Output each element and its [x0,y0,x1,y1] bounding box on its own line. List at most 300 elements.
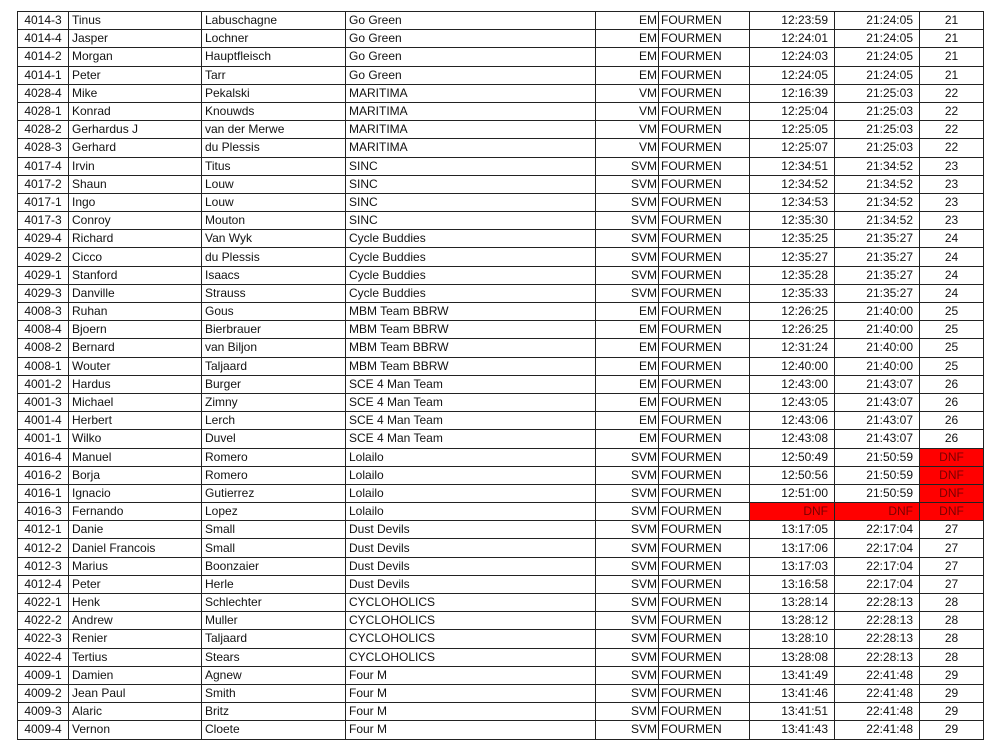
cell-rider-number: 4001-4 [18,412,69,430]
cell-surname: Small [202,521,346,539]
cell-surname: Strauss [202,284,346,302]
cell-first-name: Morgan [69,48,202,66]
cell-team-name: MARITIMA [346,121,596,139]
cell-position: 21 [920,66,984,84]
cell-stage-time: 12:35:27 [750,248,835,266]
cell-rider-number: 4009-2 [18,684,69,702]
cell-division: FOURMEN [659,648,750,666]
cell-position: 27 [920,575,984,593]
cell-total-time: 22:41:48 [835,703,920,721]
cell-team-name: MARITIMA [346,139,596,157]
cell-surname: Tarr [202,66,346,84]
cell-category: SVM [596,721,659,739]
cell-team-name: SCE 4 Man Team [346,393,596,411]
cell-first-name: Konrad [69,102,202,120]
cell-category: SVM [596,666,659,684]
cell-surname: Knouwds [202,102,346,120]
cell-total-time: 22:17:04 [835,521,920,539]
cell-total-time: 21:43:07 [835,375,920,393]
cell-category: SVM [596,503,659,521]
cell-team-name: Cycle Buddies [346,266,596,284]
table-row [18,193,984,211]
cell-rider-number: 4017-3 [18,212,69,230]
cell-division: FOURMEN [659,12,750,30]
cell-first-name: Marius [69,557,202,575]
cell-surname: Lochner [202,30,346,48]
cell-category: SVM [596,521,659,539]
cell-category: SVM [596,266,659,284]
cell-position: 27 [920,557,984,575]
cell-category: SVM [596,448,659,466]
cell-position: DNF [920,484,984,502]
cell-team-name: Four M [346,666,596,684]
cell-position: 24 [920,248,984,266]
cell-first-name: Bernard [69,339,202,357]
cell-rider-number: 4022-3 [18,630,69,648]
cell-total-time: 21:40:00 [835,357,920,375]
cell-category: SVM [596,212,659,230]
cell-team-name: CYCLOHOLICS [346,612,596,630]
cell-first-name: Richard [69,230,202,248]
cell-first-name: Daniel Francois [69,539,202,557]
table-row [18,430,984,448]
table-row [18,521,984,539]
cell-rider-number: 4029-1 [18,266,69,284]
cell-team-name: Cycle Buddies [346,248,596,266]
cell-category: SVM [596,575,659,593]
cell-rider-number: 4016-4 [18,448,69,466]
cell-total-time: 21:40:00 [835,321,920,339]
cell-team-name: MBM Team BBRW [346,357,596,375]
cell-stage-time: 12:31:24 [750,339,835,357]
cell-rider-number: 4009-4 [18,721,69,739]
cell-stage-time: DNF [750,503,835,521]
cell-position: 27 [920,539,984,557]
cell-stage-time: 13:28:10 [750,630,835,648]
cell-surname: Hauptfleisch [202,48,346,66]
cell-division: FOURMEN [659,66,750,84]
cell-surname: Burger [202,375,346,393]
cell-division: FOURMEN [659,230,750,248]
cell-category: EM [596,48,659,66]
cell-total-time: 21:25:03 [835,102,920,120]
cell-first-name: Shaun [69,175,202,193]
cell-team-name: CYCLOHOLICS [346,648,596,666]
table-row [18,266,984,284]
cell-first-name: Tinus [69,12,202,30]
cell-position: DNF [920,466,984,484]
cell-first-name: Jean Paul [69,684,202,702]
cell-division: FOURMEN [659,666,750,684]
cell-division: FOURMEN [659,212,750,230]
cell-rider-number: 4014-4 [18,30,69,48]
cell-division: FOURMEN [659,575,750,593]
cell-surname: Stears [202,648,346,666]
cell-team-name: SINC [346,193,596,211]
cell-total-time: 22:28:13 [835,648,920,666]
cell-team-name: Four M [346,721,596,739]
table-row [18,648,984,666]
cell-first-name: Borja [69,466,202,484]
cell-position: 28 [920,630,984,648]
cell-division: FOURMEN [659,375,750,393]
table-row [18,703,984,721]
cell-stage-time: 13:28:08 [750,648,835,666]
cell-division: FOURMEN [659,175,750,193]
cell-team-name: Four M [346,703,596,721]
cell-surname: Louw [202,193,346,211]
cell-position: 22 [920,84,984,102]
cell-total-time: 21:40:00 [835,303,920,321]
cell-team-name: Dust Devils [346,539,596,557]
cell-first-name: Peter [69,66,202,84]
cell-position: 26 [920,393,984,411]
cell-first-name: Mike [69,84,202,102]
cell-position: 21 [920,12,984,30]
table-row [18,303,984,321]
cell-total-time: 21:43:07 [835,412,920,430]
cell-category: SVM [596,193,659,211]
cell-position: 23 [920,193,984,211]
cell-first-name: Tertius [69,648,202,666]
table-row [18,539,984,557]
cell-stage-time: 12:43:06 [750,412,835,430]
cell-category: EM [596,30,659,48]
cell-category: SVM [596,484,659,502]
cell-division: FOURMEN [659,448,750,466]
cell-position: 28 [920,648,984,666]
cell-total-time: 21:50:59 [835,484,920,502]
cell-surname: Smith [202,684,346,702]
cell-division: FOURMEN [659,630,750,648]
cell-rider-number: 4014-2 [18,48,69,66]
cell-category: EM [596,321,659,339]
cell-team-name: Lolailo [346,484,596,502]
cell-total-time: 21:24:05 [835,48,920,66]
cell-stage-time: 13:17:06 [750,539,835,557]
cell-first-name: Stanford [69,266,202,284]
cell-rider-number: 4016-3 [18,503,69,521]
cell-surname: Louw [202,175,346,193]
cell-rider-number: 4017-4 [18,157,69,175]
cell-total-time: 21:50:59 [835,448,920,466]
cell-surname: Schlechter [202,594,346,612]
cell-stage-time: 12:24:01 [750,30,835,48]
cell-first-name: Cicco [69,248,202,266]
results-table-body [18,12,984,740]
cell-division: FOURMEN [659,321,750,339]
cell-stage-time: 12:24:03 [750,48,835,66]
cell-first-name: Gerhard [69,139,202,157]
table-row [18,393,984,411]
table-row [18,321,984,339]
cell-rider-number: 4022-1 [18,594,69,612]
cell-position: 22 [920,139,984,157]
cell-surname: Britz [202,703,346,721]
cell-total-time: 22:28:13 [835,612,920,630]
cell-stage-time: 13:41:49 [750,666,835,684]
cell-division: FOURMEN [659,521,750,539]
cell-rider-number: 4028-1 [18,102,69,120]
cell-total-time: 21:34:52 [835,193,920,211]
cell-division: FOURMEN [659,393,750,411]
cell-first-name: Fernando [69,503,202,521]
cell-team-name: Go Green [346,66,596,84]
cell-position: 23 [920,175,984,193]
cell-position: 29 [920,666,984,684]
table-row [18,66,984,84]
cell-team-name: CYCLOHOLICS [346,630,596,648]
cell-rider-number: 4028-3 [18,139,69,157]
cell-category: EM [596,375,659,393]
cell-surname: Boonzaier [202,557,346,575]
table-row [18,157,984,175]
cell-team-name: Go Green [346,12,596,30]
cell-surname: Agnew [202,666,346,684]
cell-category: VM [596,121,659,139]
cell-position: 23 [920,212,984,230]
cell-category: VM [596,84,659,102]
cell-division: FOURMEN [659,503,750,521]
cell-division: FOURMEN [659,684,750,702]
cell-surname: Muller [202,612,346,630]
table-row [18,48,984,66]
cell-total-time: 21:25:03 [835,84,920,102]
cell-stage-time: 12:40:00 [750,357,835,375]
cell-stage-time: 12:35:28 [750,266,835,284]
table-row [18,503,984,521]
table-row [18,612,984,630]
cell-rider-number: 4008-3 [18,303,69,321]
cell-rider-number: 4012-4 [18,575,69,593]
cell-total-time: 21:50:59 [835,466,920,484]
cell-first-name: Peter [69,575,202,593]
cell-rider-number: 4008-4 [18,321,69,339]
cell-first-name: Ingo [69,193,202,211]
cell-total-time: 21:24:05 [835,66,920,84]
cell-category: SVM [596,703,659,721]
cell-category: SVM [596,557,659,575]
cell-rider-number: 4028-4 [18,84,69,102]
cell-total-time: 21:35:27 [835,266,920,284]
cell-team-name: MARITIMA [346,102,596,120]
cell-position: 22 [920,102,984,120]
cell-total-time: 22:17:04 [835,575,920,593]
cell-rider-number: 4014-1 [18,66,69,84]
cell-team-name: Four M [346,684,596,702]
cell-total-time: 21:24:05 [835,30,920,48]
cell-stage-time: 13:28:14 [750,594,835,612]
cell-total-time: 22:17:04 [835,539,920,557]
cell-surname: van Biljon [202,339,346,357]
cell-team-name: Go Green [346,30,596,48]
cell-surname: Cloete [202,721,346,739]
cell-stage-time: 13:28:12 [750,612,835,630]
cell-surname: Labuschagne [202,12,346,30]
cell-total-time: 21:25:03 [835,139,920,157]
cell-position: 28 [920,612,984,630]
cell-position: 29 [920,721,984,739]
cell-category: EM [596,412,659,430]
cell-team-name: Dust Devils [346,575,596,593]
table-row [18,448,984,466]
cell-category: SVM [596,157,659,175]
cell-first-name: Michael [69,393,202,411]
cell-category: SVM [596,248,659,266]
cell-stage-time: 12:43:05 [750,393,835,411]
cell-stage-time: 12:50:49 [750,448,835,466]
cell-division: FOURMEN [659,430,750,448]
cell-total-time: 22:28:13 [835,594,920,612]
cell-category: SVM [596,594,659,612]
cell-first-name: Jasper [69,30,202,48]
cell-category: SVM [596,630,659,648]
cell-team-name: CYCLOHOLICS [346,594,596,612]
cell-stage-time: 12:43:08 [750,430,835,448]
cell-first-name: Wilko [69,430,202,448]
cell-category: VM [596,102,659,120]
cell-division: FOURMEN [659,121,750,139]
cell-rider-number: 4012-3 [18,557,69,575]
cell-stage-time: 13:41:51 [750,703,835,721]
cell-category: SVM [596,466,659,484]
cell-rider-number: 4028-2 [18,121,69,139]
table-row [18,557,984,575]
cell-stage-time: 12:25:04 [750,102,835,120]
cell-division: FOURMEN [659,30,750,48]
cell-stage-time: 12:34:53 [750,193,835,211]
cell-surname: du Plessis [202,248,346,266]
cell-division: FOURMEN [659,721,750,739]
cell-rider-number: 4029-3 [18,284,69,302]
cell-team-name: SCE 4 Man Team [346,430,596,448]
cell-first-name: Vernon [69,721,202,739]
table-row [18,230,984,248]
table-row [18,84,984,102]
cell-division: FOURMEN [659,539,750,557]
cell-team-name: SINC [346,175,596,193]
cell-stage-time: 13:41:43 [750,721,835,739]
cell-team-name: Lolailo [346,503,596,521]
cell-division: FOURMEN [659,484,750,502]
cell-team-name: Lolailo [346,466,596,484]
cell-position: 26 [920,412,984,430]
table-row [18,484,984,502]
table-row [18,466,984,484]
cell-division: FOURMEN [659,703,750,721]
cell-team-name: Dust Devils [346,521,596,539]
cell-first-name: Manuel [69,448,202,466]
cell-rider-number: 4012-2 [18,539,69,557]
cell-position: 27 [920,521,984,539]
cell-position: 21 [920,30,984,48]
cell-total-time: 21:35:27 [835,230,920,248]
cell-total-time: 21:34:52 [835,157,920,175]
cell-total-time: 21:43:07 [835,393,920,411]
cell-first-name: Danie [69,521,202,539]
cell-total-time: 21:35:27 [835,248,920,266]
cell-team-name: SCE 4 Man Team [346,375,596,393]
cell-surname: Duvel [202,430,346,448]
cell-team-name: SINC [346,212,596,230]
table-row [18,721,984,739]
cell-rider-number: 4022-2 [18,612,69,630]
cell-stage-time: 12:25:07 [750,139,835,157]
cell-division: FOURMEN [659,139,750,157]
cell-surname: du Plessis [202,139,346,157]
table-row [18,248,984,266]
cell-stage-time: 13:41:46 [750,684,835,702]
cell-surname: Van Wyk [202,230,346,248]
cell-category: SVM [596,539,659,557]
cell-stage-time: 12:26:25 [750,321,835,339]
results-table [17,11,984,740]
cell-first-name: Damien [69,666,202,684]
cell-surname: Isaacs [202,266,346,284]
cell-rider-number: 4012-1 [18,521,69,539]
cell-surname: Gutierrez [202,484,346,502]
cell-stage-time: 12:25:05 [750,121,835,139]
cell-surname: Romero [202,448,346,466]
cell-stage-time: 13:16:58 [750,575,835,593]
cell-category: SVM [596,284,659,302]
table-row [18,412,984,430]
cell-surname: Romero [202,466,346,484]
cell-category: SVM [596,648,659,666]
cell-division: FOURMEN [659,248,750,266]
cell-position: 29 [920,703,984,721]
cell-category: SVM [596,684,659,702]
cell-position: DNF [920,448,984,466]
cell-division: FOURMEN [659,594,750,612]
cell-team-name: MBM Team BBRW [346,303,596,321]
cell-rider-number: 4016-2 [18,466,69,484]
cell-category: EM [596,339,659,357]
cell-first-name: Ignacio [69,484,202,502]
cell-position: 23 [920,157,984,175]
cell-team-name: MBM Team BBRW [346,339,596,357]
cell-surname: Lopez [202,503,346,521]
cell-total-time: 22:41:48 [835,721,920,739]
cell-position: 22 [920,121,984,139]
cell-total-time: 22:41:48 [835,684,920,702]
cell-surname: Zimny [202,393,346,411]
cell-position: 29 [920,684,984,702]
cell-stage-time: 12:35:25 [750,230,835,248]
table-row [18,139,984,157]
cell-surname: Taljaard [202,357,346,375]
cell-team-name: Cycle Buddies [346,230,596,248]
cell-rider-number: 4022-4 [18,648,69,666]
table-row [18,175,984,193]
cell-category: EM [596,357,659,375]
cell-first-name: Danville [69,284,202,302]
cell-stage-time: 12:34:51 [750,157,835,175]
cell-surname: Small [202,539,346,557]
cell-rider-number: 4001-1 [18,430,69,448]
cell-total-time: 21:25:03 [835,121,920,139]
cell-division: FOURMEN [659,339,750,357]
cell-position: 26 [920,430,984,448]
cell-rider-number: 4017-1 [18,193,69,211]
cell-stage-time: 12:16:39 [750,84,835,102]
cell-position: 28 [920,594,984,612]
cell-first-name: Gerhardus J [69,121,202,139]
cell-first-name: Renier [69,630,202,648]
cell-division: FOURMEN [659,193,750,211]
cell-position: DNF [920,503,984,521]
table-row [18,594,984,612]
